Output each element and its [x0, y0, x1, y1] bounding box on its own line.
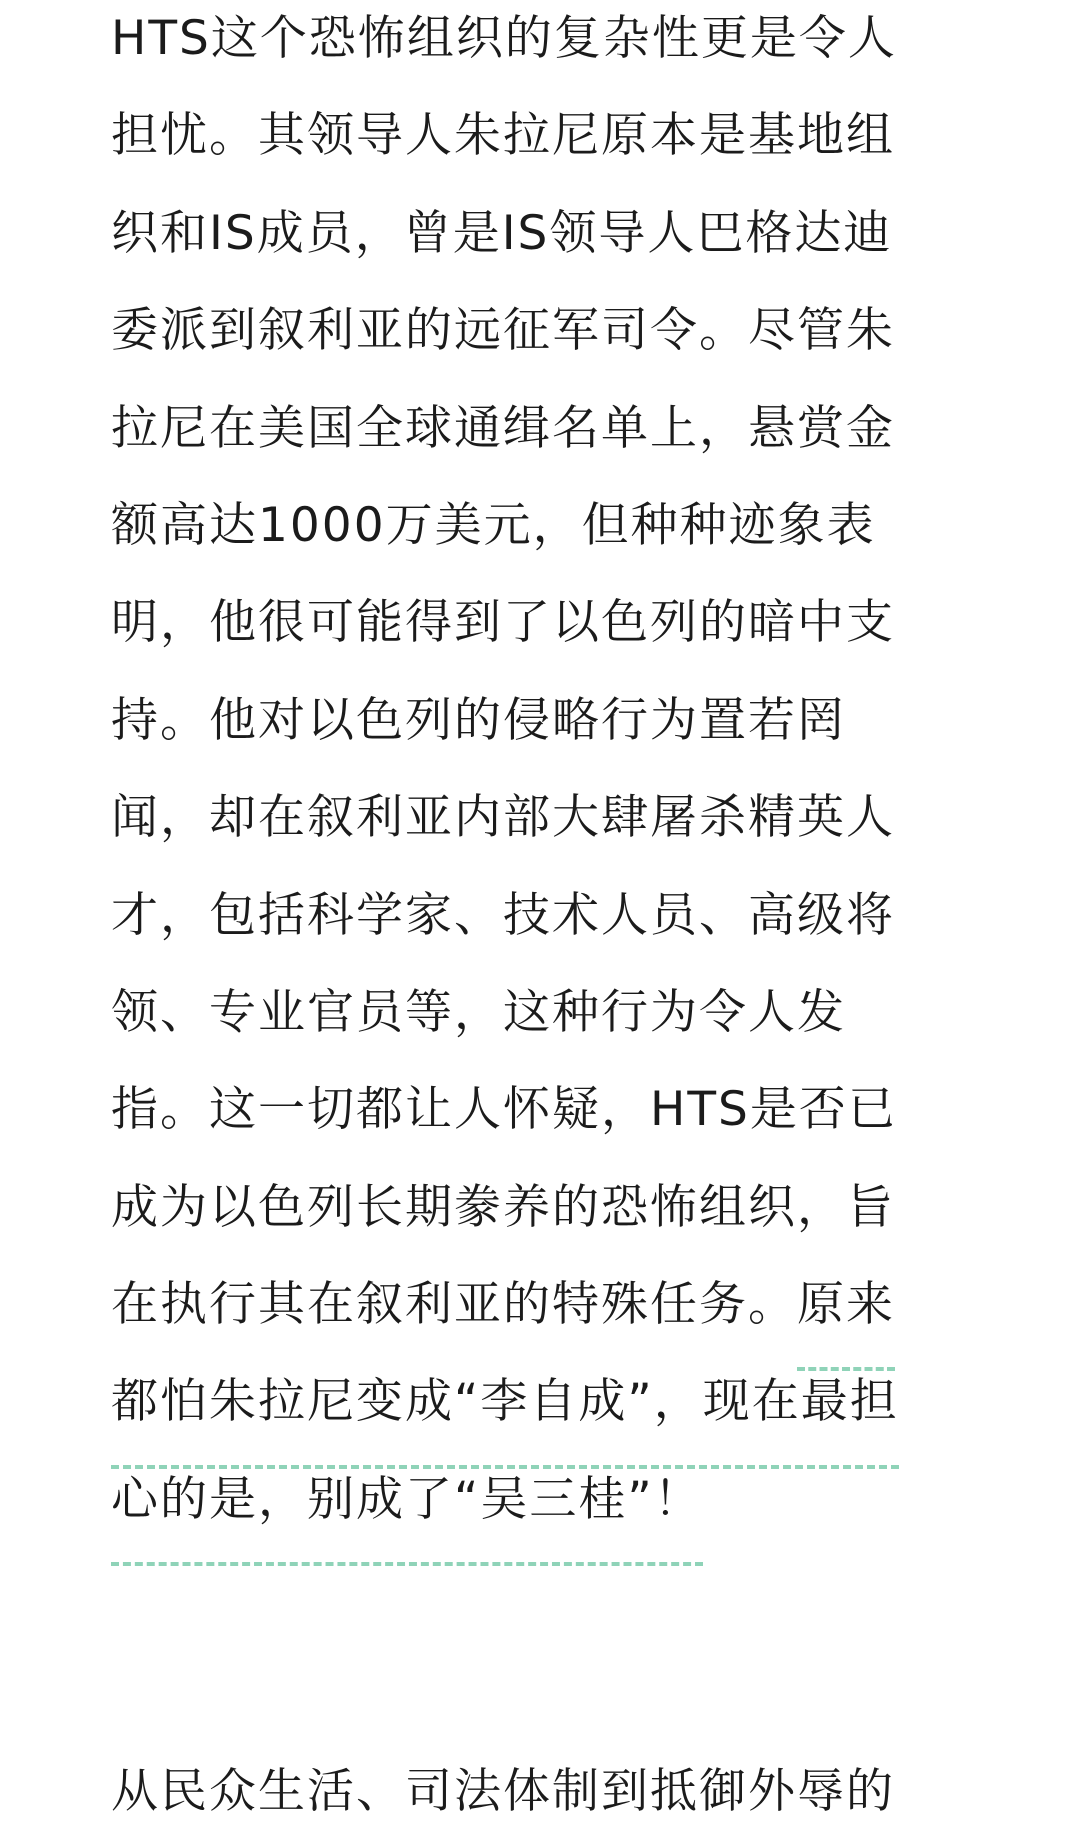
text-line: 领、专业官员等，这种行为令人发 [111, 984, 846, 1040]
text-line: 从民众生活、司法体制到抵御外辱的 [111, 1764, 895, 1820]
paragraph-1 [111, 0, 971, 1548]
paragraph-gap [111, 1548, 971, 1743]
text-line: 明，他很可能得到了以色列的暗中支 [111, 595, 895, 651]
text-line: HTS这个恐怖组织的复杂性更是令人 [111, 11, 897, 66]
article-body [111, 0, 971, 1841]
text-line: 额高达1000万美元，但种种迹象表 [111, 497, 876, 553]
text-line [111, 1353, 971, 1450]
text-line: 织和IS成员，曾是IS领导人巴格达迪 [111, 205, 893, 261]
text-line: 担忧。其领导人朱拉尼原本是基地组 [111, 108, 895, 164]
highlighted-phrase[interactable]: 原来 [797, 1256, 895, 1353]
text-line: 才，包括科学家、技术人员、高级将 [111, 887, 895, 943]
paragraph-2 [111, 1743, 971, 1840]
text-line: 指。这一切都让人怀疑，HTS是否已 [111, 1082, 897, 1138]
highlighted-phrase[interactable]: 都怕朱拉尼变成“李自成”，现在最担 [111, 1353, 899, 1450]
text-line-plain: 在执行其在叙利亚的特殊任务。 [111, 1277, 797, 1333]
text-line: 委派到叙利亚的远征军司令。尽管朱 [111, 303, 895, 359]
text-line: 闻，却在叙利亚内部大肆屠杀精英人 [111, 790, 895, 846]
text-line [111, 1451, 971, 1548]
text-line: 持。他对以色列的侵略行为置若罔 [111, 692, 846, 748]
text-line: 成为以色列长期豢养的恐怖组织，旨 [111, 1179, 895, 1235]
highlighted-phrase[interactable]: 心的是，别成了“吴三桂”！ [111, 1451, 703, 1548]
text-line: 拉尼在美国全球通缉名单上，悬赏金 [111, 400, 895, 456]
text-line [111, 1256, 971, 1353]
